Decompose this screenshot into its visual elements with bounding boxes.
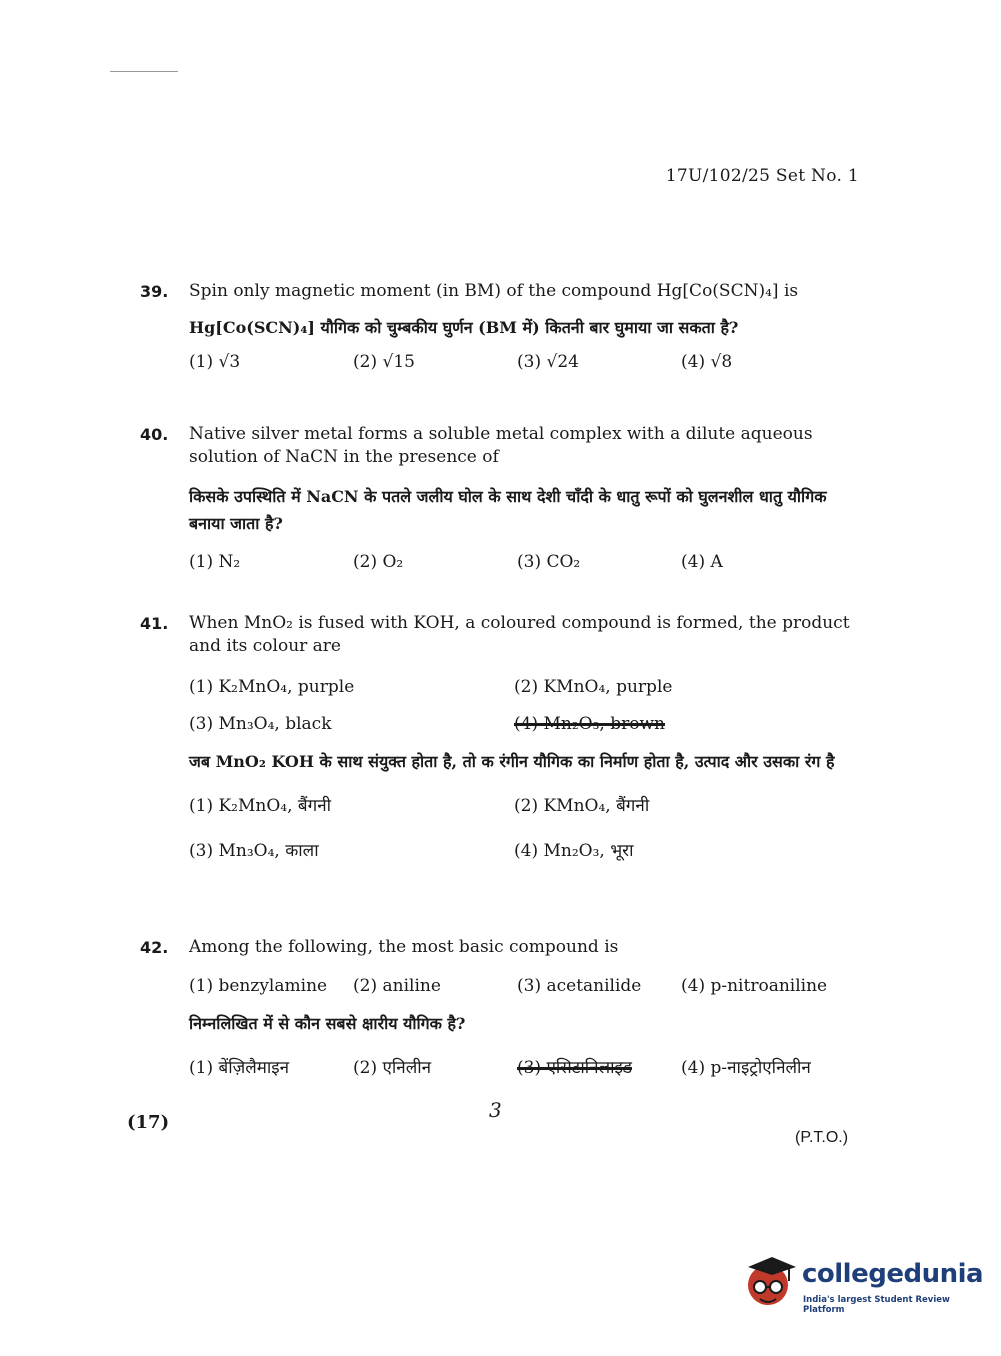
page-number: 3 bbox=[489, 1098, 502, 1122]
hindi-option-4: (4) Mn₂O₃, भूरा bbox=[514, 841, 634, 861]
option-1: (1) K₂MnO₄, purple bbox=[189, 677, 355, 697]
question-number: 39. bbox=[140, 282, 169, 301]
options bbox=[189, 676, 862, 736]
options bbox=[189, 351, 862, 374]
options bbox=[189, 551, 862, 574]
booklet-number: (17) bbox=[127, 1112, 170, 1133]
question-42 bbox=[140, 936, 862, 1080]
question-text-hindi: किसके उपस्थिति में NaCN के पतले जलीय घोल के साथ देशी चाँदी के धातु रूपों को घुलनशील धातु यौगिक बनाया जाता है? bbox=[189, 487, 827, 533]
hindi-options bbox=[189, 1057, 862, 1080]
question-39 bbox=[140, 280, 862, 374]
question-41 bbox=[140, 612, 862, 863]
hindi-option-3: (3) Mn₃O₄, काला bbox=[189, 841, 319, 861]
hindi-option-4: (4) p-नाइट्रोएनिलीन bbox=[681, 1058, 811, 1078]
question-40 bbox=[140, 423, 862, 574]
option-4: (4) Mn₂O₃, brown bbox=[514, 714, 665, 734]
question-text: Among the following, the most basic compound is bbox=[189, 937, 619, 957]
option-3: (3) CO₂ bbox=[517, 552, 581, 572]
option-4: (4) √8 bbox=[681, 352, 733, 372]
option-3: (3) Mn₃O₄, black bbox=[189, 714, 332, 734]
hindi-option-1: (1) बेंज़िलैमाइन bbox=[189, 1058, 290, 1078]
logo-name: collegedunia bbox=[802, 1259, 984, 1289]
option-1: (1) benzylamine bbox=[189, 976, 328, 996]
option-2: (2) aniline bbox=[353, 976, 441, 996]
option-4: (4) p-nitroaniline bbox=[681, 976, 828, 996]
options bbox=[189, 975, 862, 998]
option-1: (1) √3 bbox=[189, 352, 241, 372]
question-number: 40. bbox=[140, 425, 169, 444]
question-text-hindi: निम्नलिखित में से कौन सबसे क्षारीय यौगिक है? bbox=[189, 1014, 466, 1033]
option-1: (1) N₂ bbox=[189, 552, 241, 572]
top-rule bbox=[110, 71, 178, 72]
collegedunia-logo bbox=[742, 1249, 984, 1315]
question-text: Native silver metal forms a soluble metal complex with a dilute aqueous solution of NaCN in the presence of bbox=[189, 424, 813, 467]
set-code: 17U/102/25 Set No. 1 bbox=[665, 166, 859, 186]
option-4: (4) A bbox=[681, 552, 723, 572]
hindi-option-1: (1) K₂MnO₄, बैंगनी bbox=[189, 796, 332, 816]
option-2: (2) O₂ bbox=[353, 552, 404, 572]
logo-tagline: India's largest Student Review Platform bbox=[803, 1295, 950, 1315]
question-text: Spin only magnetic moment (in BM) of the compound Hg[Co(SCN)₄] is bbox=[189, 281, 799, 301]
pto-label: (P.T.O.) bbox=[795, 1129, 849, 1146]
option-3: (3) √24 bbox=[517, 352, 579, 372]
hindi-option-2: (2) एनिलीन bbox=[353, 1058, 432, 1078]
option-3: (3) acetanilide bbox=[517, 976, 642, 996]
hindi-options bbox=[189, 795, 862, 863]
question-number: 41. bbox=[140, 614, 169, 633]
question-number: 42. bbox=[140, 938, 169, 957]
question-text-hindi: जब MnO₂ KOH के साथ संयुक्त होता है, तो क रंगीन यौगिक का निर्माण होता है, उत्पाद और उसका रंग है bbox=[189, 752, 835, 771]
question-text-hindi: Hg[Co(SCN)₄] यौगिक को चुम्बकीय घुर्णन (BM में) कितनी बार घुमाया जा सकता है? bbox=[189, 318, 739, 337]
hindi-option-2: (2) KMnO₄, बैंगनी bbox=[514, 796, 650, 816]
option-2: (2) √15 bbox=[353, 352, 415, 372]
hindi-option-3: (3) एसिटानिलाइड bbox=[517, 1058, 632, 1078]
question-text: When MnO₂ is fused with KOH, a coloured compound is formed, the product and its colour are bbox=[189, 613, 850, 656]
option-2: (2) KMnO₄, purple bbox=[514, 677, 673, 697]
student-mascot-icon bbox=[742, 1249, 798, 1309]
